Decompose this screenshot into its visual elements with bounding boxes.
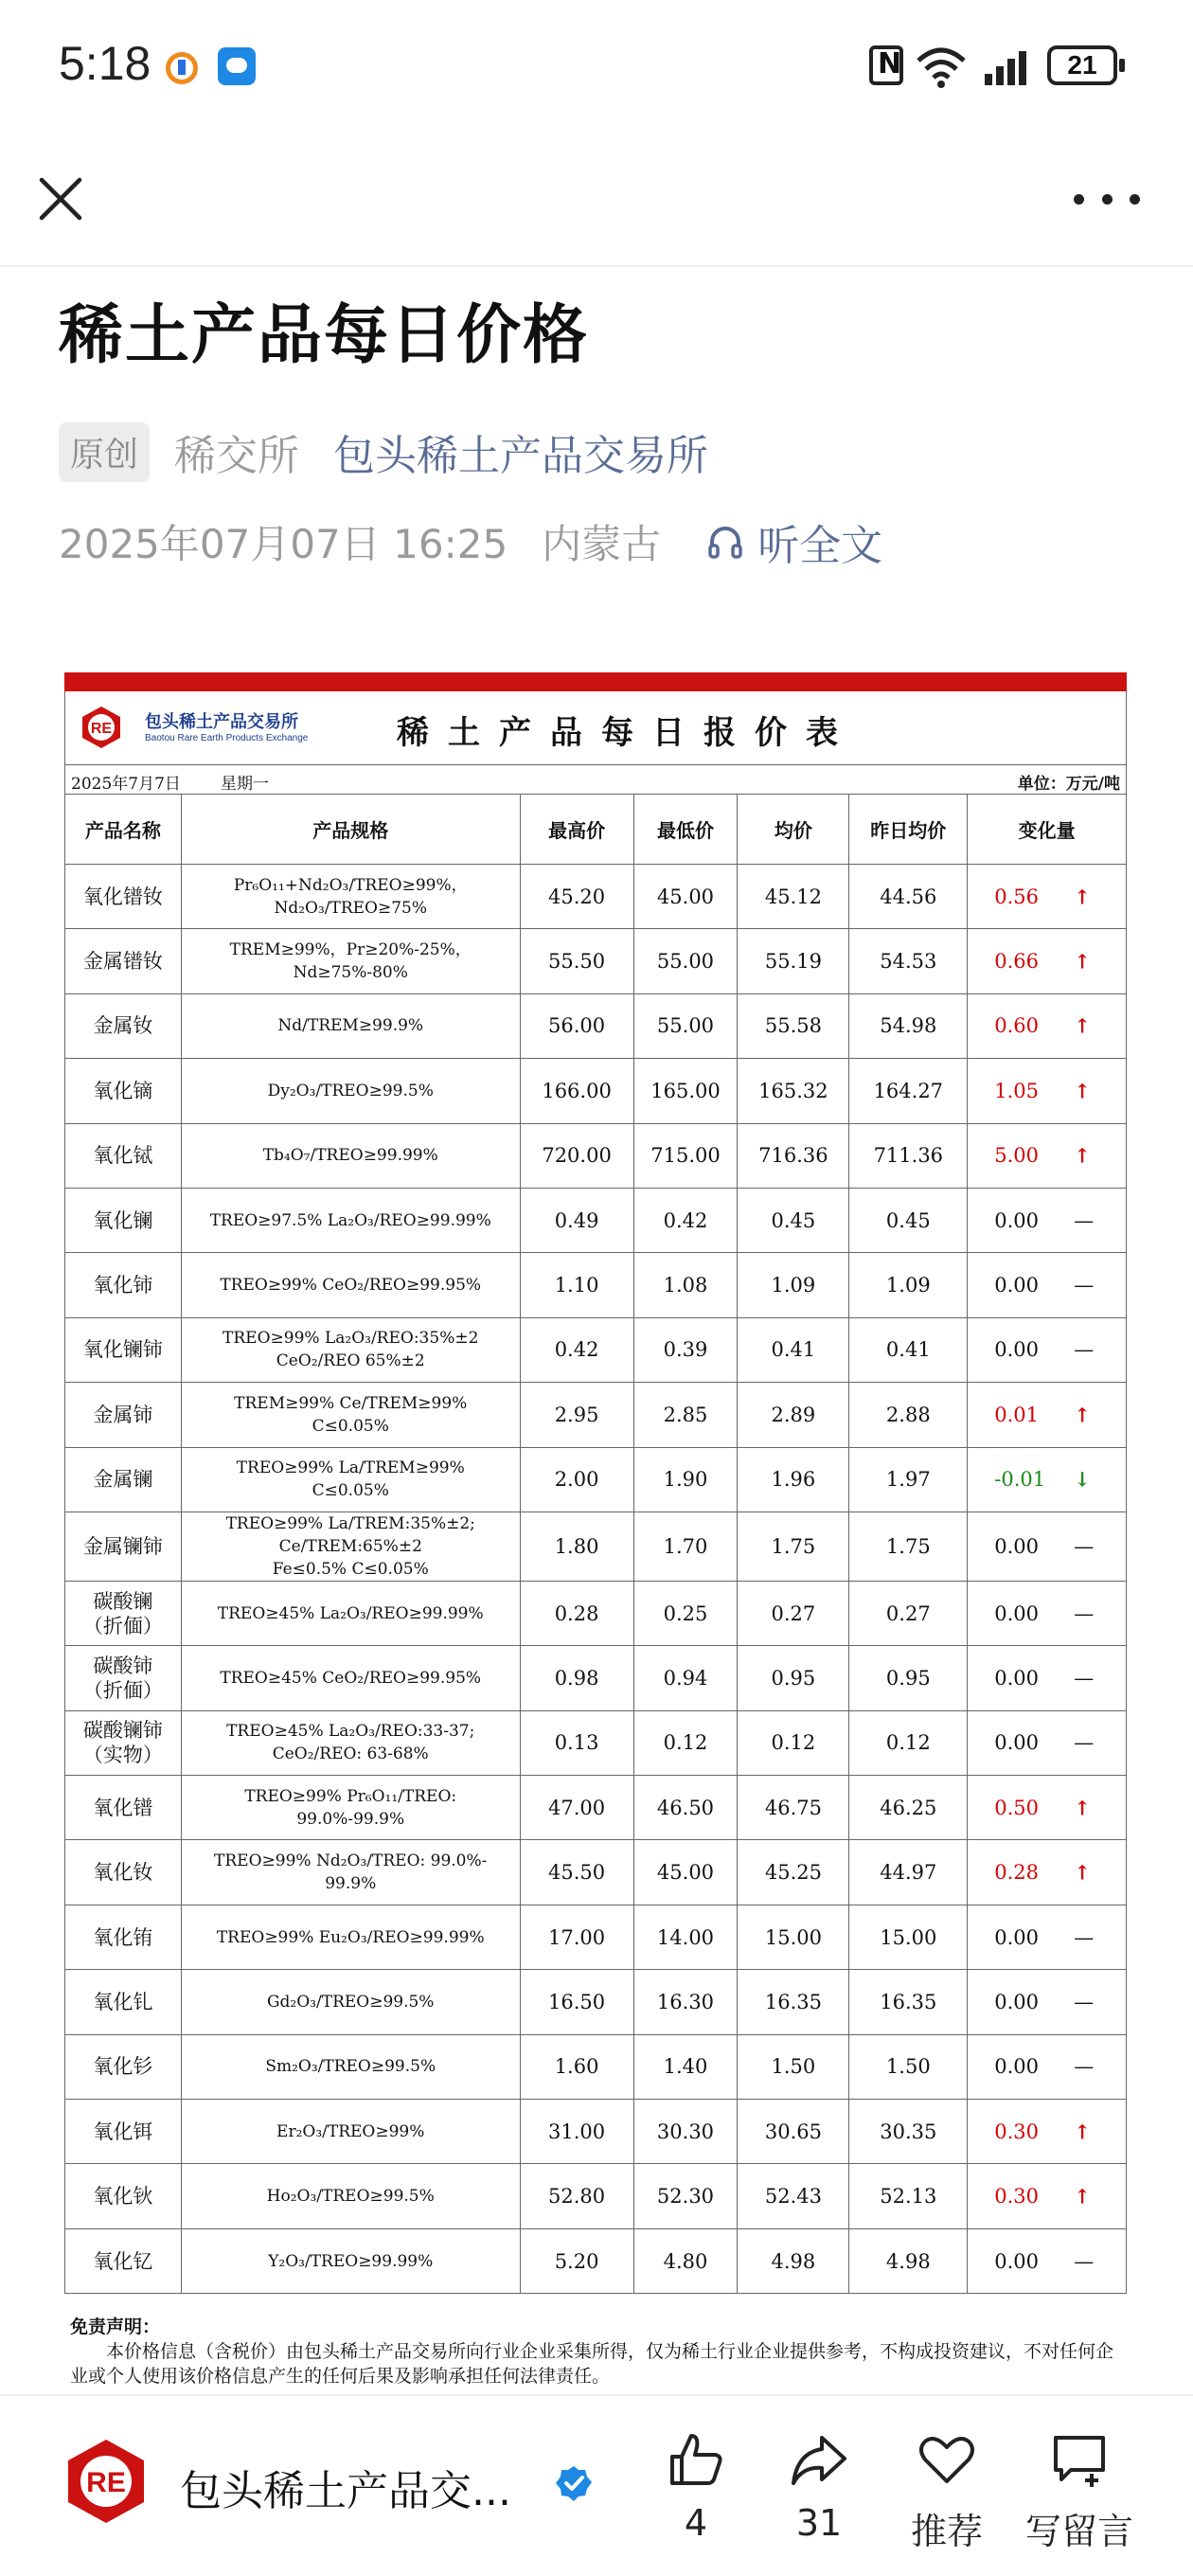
product-spec-cell: Sm₂O₃/TREO≥99.5% <box>181 2034 520 2099</box>
low-price-cell: 1.40 <box>633 2034 738 2099</box>
product-spec-cell: TREM≥99% Ce/TREM≥99% C≤0.05% <box>181 1383 520 1447</box>
dash-icon: — <box>1074 1208 1095 1232</box>
change-value: 0.00 <box>994 1601 1040 1625</box>
high-price-cell: 31.00 <box>520 2100 633 2164</box>
table-row <box>65 1646 1127 1710</box>
product-name-cell: 氧化铒 <box>65 2100 182 2164</box>
low-price-cell: 1.90 <box>633 1447 738 1512</box>
change-cell <box>968 1970 1127 2034</box>
status-time: 5:18 <box>59 37 151 90</box>
high-price-cell: 0.42 <box>520 1317 633 1382</box>
product-name-cell: 碳酸铈 （折偭） <box>65 1646 182 1710</box>
product-name-cell: 氧化镧 <box>65 1188 182 1252</box>
table-row <box>65 865 1127 929</box>
prev-avg-cell: 1.97 <box>849 1447 968 1512</box>
disclaimer <box>70 2315 1123 2388</box>
change-cell <box>968 1905 1127 1969</box>
low-price-cell: 30.30 <box>633 2100 738 2164</box>
publish-region: 内蒙古 <box>542 521 662 567</box>
avg-price-cell: 1.75 <box>738 1512 849 1581</box>
prev-avg-cell: 1.50 <box>849 2034 968 2099</box>
high-price-cell: 52.80 <box>520 2164 633 2228</box>
product-name-cell: 氧化钆 <box>65 1970 182 2034</box>
avg-price-cell: 165.32 <box>738 1059 849 1123</box>
sheet-date: 2025年7月7日 <box>71 775 181 794</box>
change-value: 0.00 <box>994 1208 1040 1232</box>
verified-badge-icon <box>555 2464 593 2502</box>
arrow-up-icon: ↑ <box>1074 1013 1091 1038</box>
table-row <box>65 2100 1127 2164</box>
product-spec-cell: TREO≥99% La/TREM:35%±2; Ce/TREM:65%±2 Fe≤0.5% C≤0.05% <box>181 1512 520 1581</box>
column-header: 均价 <box>738 795 849 865</box>
change-value: 0.00 <box>994 1990 1040 2013</box>
product-spec-cell: TREO≥99% Nd₂O₃/TREO: 99.0%- 99.9% <box>181 1840 520 1905</box>
table-row <box>65 1059 1127 1123</box>
product-name-cell: 碳酸镧铈 （实物） <box>65 1710 182 1775</box>
prev-avg-cell: 0.95 <box>849 1646 968 1710</box>
arrow-up-icon: ↑ <box>1074 1143 1091 1168</box>
product-name-cell: 氧化镧铈 <box>65 1317 182 1382</box>
more-options-icon[interactable] <box>1074 180 1140 218</box>
dash-icon: — <box>1074 1338 1095 1362</box>
product-name-cell: 氧化钕 <box>65 1840 182 1905</box>
low-price-cell: 14.00 <box>633 1905 738 1969</box>
dash-icon: — <box>1074 2249 1095 2273</box>
avg-price-cell: 0.41 <box>738 1317 849 1382</box>
listen-button[interactable] <box>706 511 882 572</box>
change-value: 0.30 <box>994 2185 1040 2209</box>
dash-icon: — <box>1074 2055 1095 2079</box>
table-row <box>65 1253 1127 1317</box>
high-price-cell: 0.49 <box>520 1188 633 1252</box>
change-cell <box>968 2164 1127 2228</box>
high-price-cell: 47.00 <box>520 1776 633 1840</box>
status-bar <box>0 0 1193 133</box>
product-name-cell: 金属镧铈 <box>65 1512 182 1581</box>
low-price-cell: 55.00 <box>633 929 738 993</box>
prev-avg-cell: 30.35 <box>849 2100 968 2164</box>
high-price-cell: 55.50 <box>520 929 633 993</box>
low-price-cell: 0.94 <box>633 1646 738 1710</box>
low-price-cell: 4.80 <box>633 2228 738 2293</box>
table-row <box>65 1447 1127 1512</box>
table-row <box>65 1905 1127 1969</box>
share-button[interactable] <box>767 2430 871 2553</box>
prev-avg-cell: 54.53 <box>849 929 968 993</box>
table-row <box>65 1970 1127 2034</box>
article-meta <box>59 422 708 481</box>
avg-price-cell: 45.25 <box>738 1840 849 1905</box>
product-spec-cell: Ho₂O₃/TREO≥99.5% <box>181 2164 520 2228</box>
dash-icon: — <box>1074 1731 1095 1755</box>
product-spec-cell: Er₂O₃/TREO≥99% <box>181 2100 520 2164</box>
table-row <box>65 1710 1127 1775</box>
product-name-cell: 碳酸镧 （折偭） <box>65 1581 182 1645</box>
prev-avg-cell: 0.27 <box>849 1581 968 1645</box>
avg-price-cell: 1.09 <box>738 1253 849 1317</box>
table-row <box>65 1188 1127 1252</box>
column-header: 昨日均价 <box>849 795 968 865</box>
change-cell <box>968 1840 1127 1905</box>
table-row <box>65 1581 1127 1645</box>
prev-avg-cell: 711.36 <box>849 1123 968 1188</box>
low-price-cell: 715.00 <box>633 1123 738 1188</box>
original-tag: 原创 <box>59 422 150 482</box>
low-price-cell: 0.42 <box>633 1188 738 1252</box>
change-value: 0.60 <box>994 1014 1040 1038</box>
low-price-cell: 16.30 <box>633 1970 738 2034</box>
change-value: 0.28 <box>994 1861 1040 1885</box>
price-table-body <box>65 865 1127 2294</box>
avg-price-cell: 716.36 <box>738 1123 849 1188</box>
table-row <box>65 1383 1127 1447</box>
prev-avg-cell: 52.13 <box>849 2164 968 2228</box>
change-value: 0.66 <box>994 950 1040 974</box>
account-name[interactable]: 包头稀土产品交... <box>180 2467 511 2515</box>
arrow-up-icon: ↑ <box>1074 2184 1091 2209</box>
low-price-cell: 52.30 <box>633 2164 738 2228</box>
prev-avg-cell: 46.25 <box>849 1776 968 1840</box>
high-price-cell: 16.50 <box>520 1970 633 2034</box>
product-spec-cell: Gd₂O₃/TREO≥99.5% <box>181 1970 520 2034</box>
product-spec-cell: TREO≥97.5% La₂O₃/REO≥99.99% <box>181 1188 520 1252</box>
price-table <box>64 794 1127 2294</box>
sheet-header <box>64 691 1127 765</box>
product-name-cell: 氧化镨 <box>65 1776 182 1840</box>
prev-avg-cell: 0.41 <box>849 1317 968 1382</box>
recommend-label: 推荐 <box>910 2511 983 2552</box>
product-spec-cell: TREO≥99% La/TREM≥99% C≤0.05% <box>181 1447 520 1512</box>
avg-price-cell: 0.27 <box>738 1581 849 1645</box>
low-price-cell: 45.00 <box>633 865 738 929</box>
low-price-cell: 0.25 <box>633 1581 738 1645</box>
table-row <box>65 1776 1127 1840</box>
sheet-weekday: 星期一 <box>221 775 269 794</box>
avg-price-cell: 1.50 <box>738 2034 849 2099</box>
table-row <box>65 1512 1127 1581</box>
prev-avg-cell: 0.45 <box>849 1188 968 1252</box>
high-price-cell: 2.95 <box>520 1383 633 1447</box>
account-link[interactable]: 包头稀土产品交易所 <box>333 432 709 480</box>
table-row <box>65 2164 1127 2228</box>
change-cell <box>968 1710 1127 1775</box>
product-name-cell: 氧化铈 <box>65 1253 182 1317</box>
recommend-button[interactable] <box>895 2430 999 2553</box>
like-button[interactable] <box>644 2430 748 2553</box>
low-price-cell: 0.39 <box>633 1317 738 1382</box>
change-value: 0.00 <box>994 1731 1040 1755</box>
prev-avg-cell: 16.35 <box>849 1970 968 2034</box>
sheet-org-name-en: Baotou Rare Earth Products Exchange <box>145 733 309 743</box>
product-spec-cell: Tb₄O₇/TREO≥99.99% <box>181 1123 520 1188</box>
product-spec-cell: TREO≥99% Pr₆O₁₁/TREO: 99.0%-99.9% <box>181 1776 520 1840</box>
change-value: 0.00 <box>994 1666 1040 1690</box>
change-cell <box>968 1123 1127 1188</box>
high-price-cell: 720.00 <box>520 1123 633 1188</box>
high-price-cell: 5.20 <box>520 2228 633 2293</box>
prev-avg-cell: 2.88 <box>849 1383 968 1447</box>
prev-avg-cell: 1.75 <box>849 1512 968 1581</box>
change-value: 0.00 <box>994 1274 1040 1297</box>
change-cell <box>968 1383 1127 1447</box>
table-row <box>65 2034 1127 2099</box>
prev-avg-cell: 164.27 <box>849 1059 968 1123</box>
sheet-date-row <box>64 765 1127 794</box>
column-header: 变化量 <box>968 795 1127 865</box>
nfc-icon <box>869 45 903 85</box>
low-price-cell: 55.00 <box>633 993 738 1058</box>
price-sheet-image[interactable] <box>64 672 1127 2394</box>
svg-text:RE: RE <box>86 2467 126 2498</box>
change-value: 0.00 <box>994 1925 1040 1949</box>
change-cell <box>968 1059 1127 1123</box>
sheet-unit: 单位：万元/吨 <box>1017 775 1120 794</box>
message-notification-icon <box>218 47 256 85</box>
high-price-cell: 0.98 <box>520 1646 633 1710</box>
avg-price-cell: 16.35 <box>738 1970 849 2034</box>
change-cell <box>968 1447 1127 1512</box>
product-name-cell: 氧化钇 <box>65 2228 182 2293</box>
avg-price-cell: 4.98 <box>738 2228 849 2293</box>
change-cell <box>968 1581 1127 1645</box>
product-spec-cell: TREM≥99%，Pr≥20%-25%， Nd≥75%-80% <box>181 929 520 993</box>
high-price-cell: 1.80 <box>520 1512 633 1581</box>
product-spec-cell: Y₂O₃/TREO≥99.99% <box>181 2228 520 2293</box>
change-cell <box>968 1188 1127 1252</box>
high-price-cell: 166.00 <box>520 1059 633 1123</box>
product-name-cell: 金属钕 <box>65 993 182 1058</box>
battery-icon: 21 <box>1047 45 1117 85</box>
change-value: 0.00 <box>994 2055 1040 2079</box>
table-row <box>65 929 1127 993</box>
high-price-cell: 1.10 <box>520 1253 633 1317</box>
change-cell <box>968 1646 1127 1710</box>
table-row <box>65 1840 1127 1905</box>
change-value: 0.56 <box>994 885 1040 908</box>
dash-icon: — <box>1074 1534 1095 1558</box>
exchange-logo <box>79 705 124 750</box>
change-value: 0.50 <box>994 1796 1040 1819</box>
article-author: 稀交所 <box>174 432 300 480</box>
change-cell <box>968 2034 1127 2099</box>
svg-text:RE: RE <box>90 721 113 737</box>
change-cell <box>968 1512 1127 1581</box>
table-row <box>65 2228 1127 2293</box>
product-spec-cell: TREO≥99% CeO₂/REO≥99.95% <box>181 1253 520 1317</box>
dash-icon: — <box>1074 1601 1095 1625</box>
low-price-cell: 46.50 <box>633 1776 738 1840</box>
account-avatar[interactable] <box>62 2438 150 2525</box>
product-name-cell: 金属镨钕 <box>65 929 182 993</box>
dash-icon: — <box>1074 1666 1095 1690</box>
avg-price-cell: 46.75 <box>738 1776 849 1840</box>
high-price-cell: 1.60 <box>520 2034 633 2099</box>
avg-price-cell: 52.43 <box>738 2164 849 2228</box>
arrow-up-icon: ↑ <box>1074 1796 1091 1820</box>
column-header: 最低价 <box>633 795 738 865</box>
product-spec-cell: Nd/TREM≥99.9% <box>181 993 520 1058</box>
listen-label: 听全文 <box>757 522 883 570</box>
avg-price-cell: 1.96 <box>738 1447 849 1512</box>
column-header: 产品名称 <box>65 795 182 865</box>
close-icon[interactable] <box>32 170 89 227</box>
change-cell <box>968 1253 1127 1317</box>
change-cell <box>968 865 1127 929</box>
article-title: 稀土产品每日价格 <box>59 298 590 373</box>
avg-price-cell: 55.58 <box>738 993 849 1058</box>
dash-icon: — <box>1074 1274 1095 1297</box>
app-notification-icon <box>166 52 198 84</box>
sheet-red-bar <box>64 672 1127 691</box>
low-price-cell: 1.08 <box>633 1253 738 1317</box>
table-row <box>65 1123 1127 1188</box>
column-header: 产品规格 <box>181 795 520 865</box>
prev-avg-cell: 1.09 <box>849 1253 968 1317</box>
comment-label: 写留言 <box>1024 2511 1133 2552</box>
avg-price-cell: 0.95 <box>738 1646 849 1710</box>
avg-price-cell: 55.19 <box>738 929 849 993</box>
product-name-cell: 氧化钬 <box>65 2164 182 2228</box>
low-price-cell: 165.00 <box>633 1059 738 1123</box>
high-price-cell: 0.13 <box>520 1710 633 1775</box>
table-row <box>65 993 1127 1058</box>
change-value: -0.01 <box>994 1468 1046 1492</box>
arrow-down-icon: ↓ <box>1074 1467 1091 1492</box>
article-info <box>59 513 882 570</box>
product-name-cell: 氧化镝 <box>65 1059 182 1123</box>
thumbs-up-icon <box>667 2430 725 2489</box>
avg-price-cell: 45.12 <box>738 865 849 929</box>
product-name-cell: 金属镧 <box>65 1447 182 1512</box>
product-spec-cell: TREO≥99% La₂O₃/REO:35%±2 CeO₂/REO 65%±2 <box>181 1317 520 1382</box>
change-cell <box>968 1317 1127 1382</box>
disclaimer-body: 本价格信息（含税价）由包头稀土产品交易所向行业企业采集所得，仅为稀土行业企业提供参考，不构成投资建议，不对任何企业或个人使用该价格信息产生的任何后果及影响承担任何法律责任。 <box>70 2341 1114 2387</box>
low-price-cell: 0.12 <box>633 1710 738 1775</box>
table-row <box>65 1317 1127 1382</box>
table-header-row <box>65 795 1127 865</box>
product-name-cell: 氧化钐 <box>65 2034 182 2099</box>
top-navigation <box>0 133 1193 267</box>
prev-avg-cell: 0.12 <box>849 1710 968 1775</box>
sheet-org-name: 包头稀土产品交易所 <box>145 712 298 732</box>
high-price-cell: 0.28 <box>520 1581 633 1645</box>
avg-price-cell: 2.89 <box>738 1383 849 1447</box>
heart-icon <box>917 2430 976 2489</box>
change-cell <box>968 993 1127 1058</box>
product-spec-cell: TREO≥45% La₂O₃/REO≥99.99% <box>181 1581 520 1645</box>
arrow-up-icon: ↑ <box>1074 1403 1091 1427</box>
change-value: 0.00 <box>994 2249 1040 2273</box>
prev-avg-cell: 44.97 <box>849 1840 968 1905</box>
share-icon <box>790 2430 848 2489</box>
product-name-cell: 金属铈 <box>65 1383 182 1447</box>
publish-datetime: 2025年07月07日 16:25 <box>59 521 508 567</box>
high-price-cell: 56.00 <box>520 993 633 1058</box>
dash-icon: — <box>1074 1990 1095 2013</box>
change-value: 0.01 <box>994 1403 1040 1426</box>
low-price-cell: 1.70 <box>633 1512 738 1581</box>
signal-icon <box>985 47 1036 85</box>
product-name-cell: 氧化镨钕 <box>65 865 182 929</box>
avg-price-cell: 30.65 <box>738 2100 849 2164</box>
prev-avg-cell: 15.00 <box>849 1905 968 1969</box>
arrow-up-icon: ↑ <box>1074 1079 1091 1103</box>
arrow-up-icon: ↑ <box>1074 1860 1091 1885</box>
dash-icon: — <box>1074 1925 1095 1949</box>
low-price-cell: 2.85 <box>633 1383 738 1447</box>
high-price-cell: 17.00 <box>520 1905 633 1969</box>
product-spec-cell: Dy₂O₃/TREO≥99.5% <box>181 1059 520 1123</box>
change-cell <box>968 929 1127 993</box>
comment-icon <box>1050 2430 1109 2489</box>
wifi-icon <box>915 42 968 89</box>
avg-price-cell: 15.00 <box>738 1905 849 1969</box>
like-count: 4 <box>684 2502 708 2544</box>
product-spec-cell: TREO≥99% Eu₂O₃/REO≥99.99% <box>181 1905 520 1969</box>
low-price-cell: 45.00 <box>633 1840 738 1905</box>
prev-avg-cell: 4.98 <box>849 2228 968 2293</box>
prev-avg-cell: 54.98 <box>849 993 968 1058</box>
high-price-cell: 2.00 <box>520 1447 633 1512</box>
headphones-icon <box>706 523 744 561</box>
sheet-title: 稀土产品每日报价表 <box>397 714 857 752</box>
change-value: 0.00 <box>994 1338 1040 1362</box>
high-price-cell: 45.50 <box>520 1840 633 1905</box>
product-spec-cell: TREO≥45% CeO₂/REO≥99.95% <box>181 1646 520 1710</box>
avg-price-cell: 0.45 <box>738 1188 849 1252</box>
change-value: 0.00 <box>994 1534 1040 1558</box>
change-cell <box>968 2100 1127 2164</box>
change-value: 5.00 <box>994 1144 1040 1168</box>
avg-price-cell: 0.12 <box>738 1710 849 1775</box>
change-value: 0.30 <box>994 2120 1040 2143</box>
share-count: 31 <box>795 2502 843 2544</box>
product-spec-cell: TREO≥45% La₂O₃/REO:33-37; CeO₂/REO: 63-68% <box>181 1710 520 1775</box>
change-cell <box>968 1776 1127 1840</box>
disclaimer-title: 免责声明： <box>70 2317 161 2337</box>
column-header: 最高价 <box>520 795 633 865</box>
product-name-cell: 氧化铽 <box>65 1123 182 1188</box>
change-cell <box>968 2228 1127 2293</box>
arrow-up-icon: ↑ <box>1074 949 1091 974</box>
bottom-action-bar <box>0 2394 1193 2576</box>
arrow-up-icon: ↑ <box>1074 885 1091 909</box>
prev-avg-cell: 44.56 <box>849 865 968 929</box>
comment-button[interactable] <box>1023 2430 1136 2553</box>
high-price-cell: 45.20 <box>520 865 633 929</box>
change-value: 1.05 <box>994 1079 1040 1102</box>
arrow-up-icon: ↑ <box>1074 2120 1091 2144</box>
product-name-cell: 氧化铕 <box>65 1905 182 1969</box>
product-spec-cell: Pr₆O₁₁+Nd₂O₃/TREO≥99%， Nd₂O₃/TREO≥75% <box>181 865 520 929</box>
